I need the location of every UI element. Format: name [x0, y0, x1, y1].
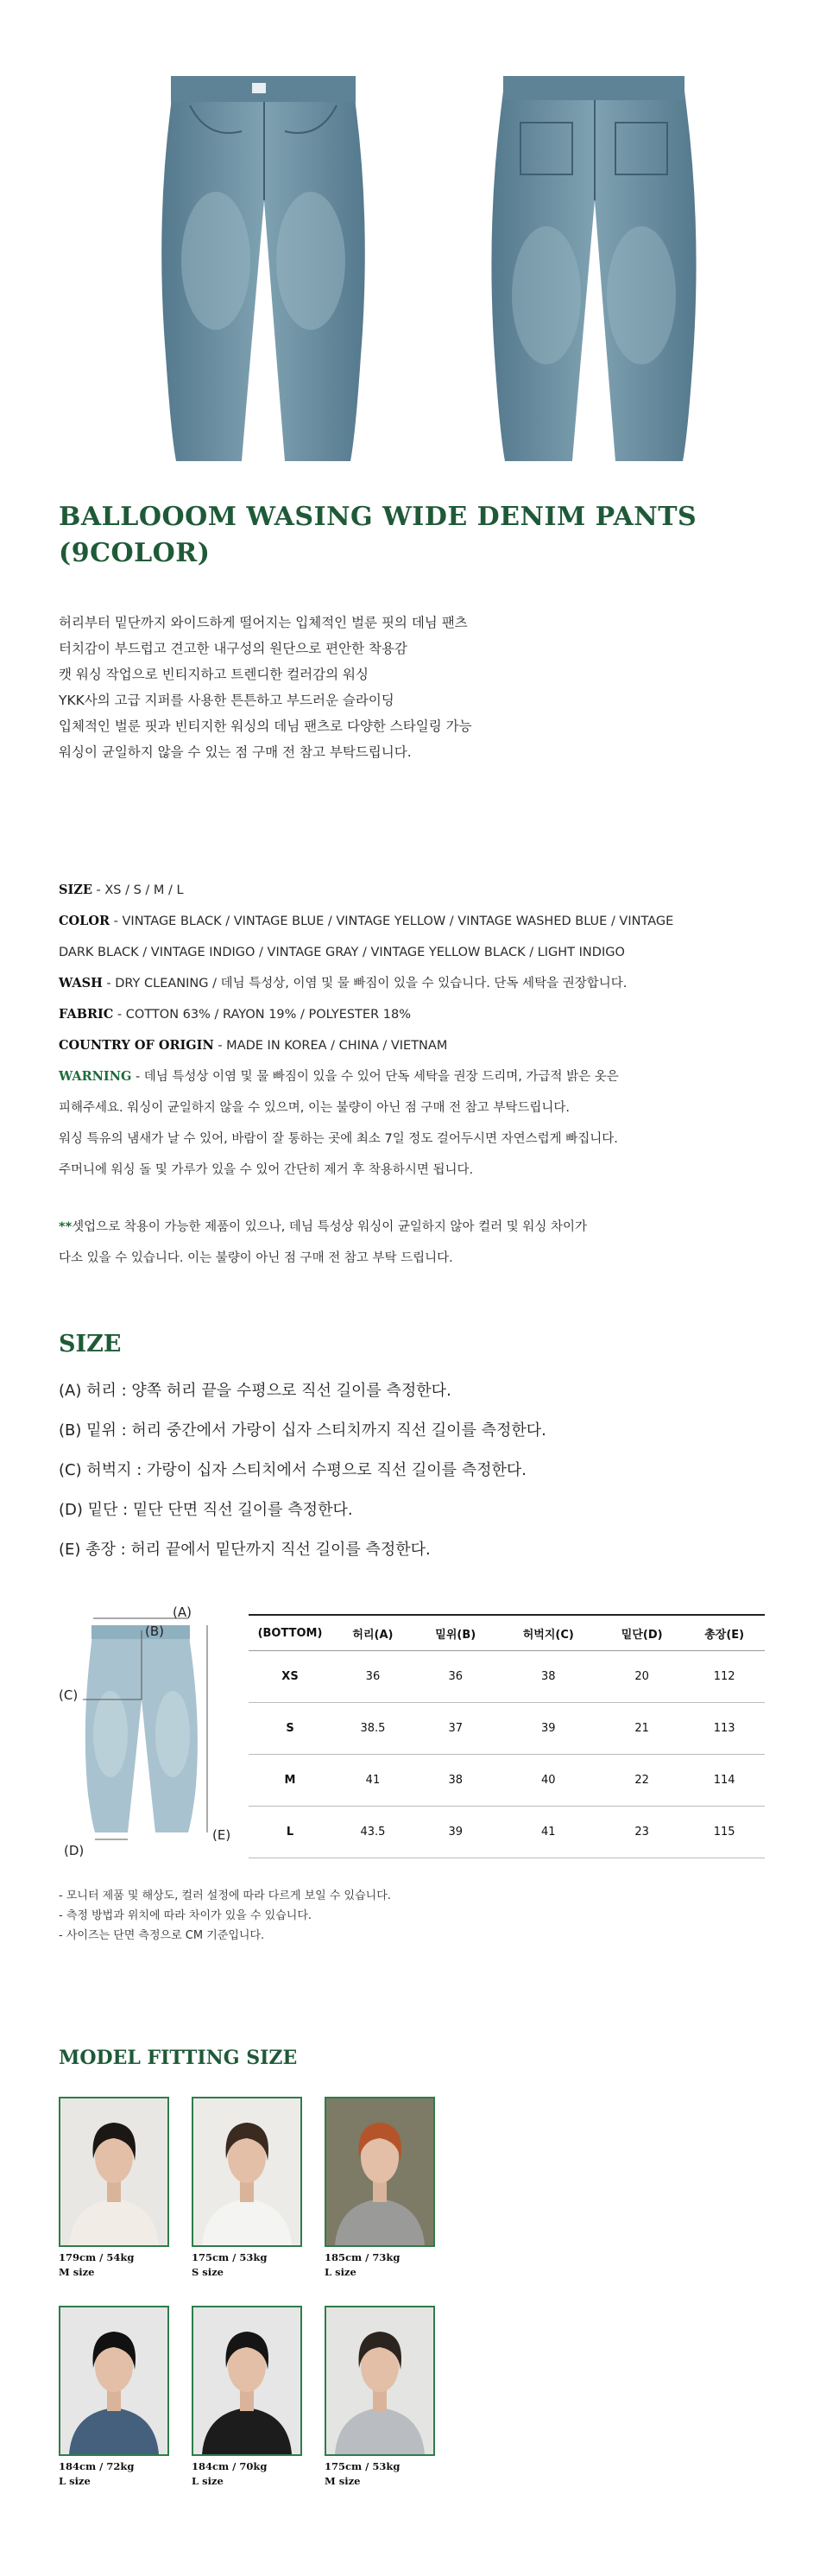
note-stars: ** — [59, 1220, 73, 1234]
size-table — [249, 1614, 765, 1858]
table-cell: 39 — [497, 1703, 600, 1755]
model-size: L size — [192, 2475, 224, 2487]
table-cell: L — [249, 1807, 331, 1858]
table-cell: 36 — [414, 1651, 497, 1703]
measurement-item: (C) 허벅지 : 가랑이 십자 스티치에서 수평으로 직선 길이를 측정한다. — [59, 1461, 527, 1479]
description-line: 허리부터 밑단까지 와이드하게 떨어지는 입체적인 벌룬 핏의 데님 팬츠 — [59, 615, 468, 630]
model-photo — [325, 2306, 435, 2456]
table-row — [249, 1807, 765, 1858]
table-cell: 38.5 — [331, 1703, 414, 1755]
table-cell: 112 — [684, 1651, 765, 1703]
model-caption — [325, 2250, 454, 2280]
size-heading: SIZE — [59, 1331, 122, 1358]
spec-fabric-value: - COTTON 63% / RAYON 19% / POLYESTER 18% — [113, 1008, 411, 1022]
header-rise: 밑위(B) — [414, 1615, 497, 1651]
description-line: 워싱이 균일하지 않을 수 있는 점 구매 전 참고 부탁드립니다. — [59, 744, 412, 760]
product-title — [59, 499, 766, 572]
product-title-line2: (9COLOR) — [59, 538, 211, 568]
model-size: M size — [325, 2475, 361, 2487]
footnote: - 모니터 제품 및 해상도, 컬러 설정에 따라 다르게 보일 수 있습니다. — [59, 1889, 391, 1902]
spec-warning — [59, 1061, 801, 1092]
model-photo — [192, 2097, 302, 2247]
model-size: L size — [325, 2266, 356, 2278]
setup-note-line1 — [59, 1212, 801, 1243]
description-line: 터치감이 부드럽고 견고한 내구성의 원단으로 편안한 착용감 — [59, 641, 407, 656]
header-length: 총장(E) — [684, 1615, 765, 1651]
table-cell: 23 — [600, 1807, 684, 1858]
diagram-label-e: (E) — [212, 1827, 231, 1843]
measurement-item: (A) 허리 : 양쪽 허리 끝을 수평으로 직선 길이를 측정한다. — [59, 1382, 451, 1400]
table-cell: 20 — [600, 1651, 684, 1703]
note-text: 셋업으로 착용이 가능한 제품이 있으나, 데님 특성상 워싱이 균일하지 않아 컬러 및 워싱 차이가 — [72, 1220, 587, 1234]
header-thigh: 허벅지(C) — [497, 1615, 600, 1651]
spec-wash — [59, 968, 801, 999]
spec-warning-continued: 워싱 특유의 냄새가 날 수 있어, 바람이 잘 통하는 곳에 최소 7일 정도 걸어두시면 자연스럽게 빠집니다. — [59, 1132, 618, 1146]
header-hem: 밑단(D) — [600, 1615, 684, 1651]
measurement-guide — [59, 1371, 801, 1570]
table-cell: 36 — [331, 1651, 414, 1703]
description-line: 캣 워싱 작업으로 빈티지하고 트렌디한 컬러감의 워싱 — [59, 667, 369, 682]
table-cell: 113 — [684, 1703, 765, 1755]
spec-color-value: - VINTAGE BLACK / VINTAGE BLUE / VINTAGE YELLOW / VINTAGE WASHED BLUE / VINTAGE — [110, 915, 674, 928]
model-caption — [192, 2459, 321, 2489]
model-photo — [59, 2306, 169, 2456]
table-cell: 21 — [600, 1703, 684, 1755]
diagram-label-b: (B) — [145, 1623, 164, 1639]
spec-warning-continued: 주머니에 워싱 돌 및 가루가 있을 수 있어 간단히 제거 후 착용하시면 됩니다. — [59, 1163, 474, 1177]
spec-wash-label: WASH — [59, 976, 103, 991]
table-row — [249, 1703, 765, 1755]
model-size: M size — [59, 2266, 95, 2278]
description-line: YKK사의 고급 지퍼를 사용한 튼튼하고 부드러운 슬라이딩 — [59, 693, 394, 708]
model-spec: 179cm / 54kg — [59, 2251, 135, 2263]
footnote: - 측정 방법과 위치에 따라 차이가 있을 수 있습니다. — [59, 1909, 312, 1922]
table-cell: 41 — [497, 1807, 600, 1858]
spec-wash-value: - DRY CLEANING / 데님 특성상, 이염 및 물 빠짐이 있을 수 있습니다. 단독 세탁을 권장합니다. — [102, 977, 628, 991]
model-photo — [325, 2097, 435, 2247]
diagram-label-a: (A) — [173, 1604, 192, 1620]
model-caption — [59, 2250, 188, 2280]
model-spec: 184cm / 72kg — [59, 2460, 135, 2472]
size-table-header — [249, 1615, 765, 1651]
table-cell: 22 — [600, 1755, 684, 1807]
table-cell: 115 — [684, 1807, 765, 1858]
diagram-label-c: (C) — [59, 1687, 79, 1703]
setup-note-line2: 다소 있을 수 있습니다. 이는 불량이 아닌 점 구매 전 참고 부탁 드립니다. — [59, 1251, 453, 1265]
table-cell: M — [249, 1755, 331, 1807]
model-size: L size — [59, 2475, 91, 2487]
spec-warning-value: - 데님 특성상 이염 및 물 빠짐이 있을 수 있어 단독 세탁을 권장 드리며, 가급적 밝은 옷은 — [131, 1070, 619, 1084]
model-fitting-heading: MODEL FITTING SIZE — [59, 2047, 298, 2069]
product-specs — [59, 875, 801, 1186]
table-row — [249, 1651, 765, 1703]
table-cell: 41 — [331, 1755, 414, 1807]
spec-size-value: - XS / S / M / L — [91, 883, 184, 897]
description-line: 입체적인 벌룬 핏과 빈티지한 워싱의 데님 팬츠로 다양한 스타일링 가능 — [59, 718, 472, 734]
setup-note — [59, 1212, 801, 1274]
table-cell: XS — [249, 1651, 331, 1703]
table-row — [249, 1755, 765, 1807]
table-cell: 38 — [497, 1651, 600, 1703]
model-size: S size — [192, 2266, 224, 2278]
spec-warning-label: WARNING — [59, 1069, 132, 1084]
measurement-diagram — [59, 1604, 231, 1864]
model-spec: 184cm / 70kg — [192, 2460, 268, 2472]
spec-size — [59, 875, 801, 906]
size-footnotes — [59, 1886, 801, 1946]
model-spec: 175cm / 53kg — [192, 2251, 268, 2263]
model-spec: 175cm / 53kg — [325, 2460, 401, 2472]
measurement-item: (D) 밑단 : 밑단 단면 직선 길이를 측정한다. — [59, 1501, 353, 1519]
back-pants-image — [486, 71, 702, 464]
table-cell: 40 — [497, 1755, 600, 1807]
model-photo — [192, 2306, 302, 2456]
table-cell: 39 — [414, 1807, 497, 1858]
model-caption — [59, 2459, 188, 2489]
diagram-label-d: (D) — [64, 1843, 85, 1858]
table-cell: 38 — [414, 1755, 497, 1807]
product-title-line1: BALLOOOM WASING WIDE DENIM PANTS — [59, 502, 697, 532]
spec-origin-label: COUNTRY OF ORIGIN — [59, 1038, 214, 1053]
spec-color-label: COLOR — [59, 914, 110, 928]
measurement-item: (E) 총장 : 허리 끝에서 밑단까지 직선 길이를 측정한다. — [59, 1541, 431, 1559]
model-caption — [325, 2459, 454, 2489]
spec-size-label: SIZE — [59, 883, 92, 897]
spec-fabric-label: FABRIC — [59, 1007, 114, 1022]
header-waist: 허리(A) — [331, 1615, 414, 1651]
table-cell: 37 — [414, 1703, 497, 1755]
product-description — [59, 610, 766, 765]
table-cell: S — [249, 1703, 331, 1755]
footnote: - 사이즈는 단면 측정으로 CM 기준입니다. — [59, 1929, 265, 1942]
model-photo — [59, 2097, 169, 2247]
model-caption — [192, 2250, 321, 2280]
spec-origin — [59, 1030, 801, 1061]
spec-fabric — [59, 999, 801, 1030]
spec-color — [59, 906, 801, 937]
spec-origin-value: - MADE IN KOREA / CHINA / VIETNAM — [213, 1039, 448, 1053]
model-spec: 185cm / 73kg — [325, 2251, 401, 2263]
table-cell: 43.5 — [331, 1807, 414, 1858]
table-cell: 114 — [684, 1755, 765, 1807]
measurement-item: (B) 밑위 : 허리 중간에서 가랑이 십자 스티치까지 직선 길이를 측정한다. — [59, 1421, 546, 1440]
spec-color-continued: DARK BLACK / VINTAGE INDIGO / VINTAGE GRAY / VINTAGE YELLOW BLACK / LIGHT INDIGO — [59, 946, 625, 959]
spec-warning-continued: 피해주세요. 워싱이 균일하지 않을 수 있으며, 이는 불량이 아닌 점 구매 전 참고 부탁드립니다. — [59, 1101, 571, 1115]
header-bottom: (BOTTOM) — [249, 1615, 331, 1651]
front-pants-image — [155, 71, 371, 464]
